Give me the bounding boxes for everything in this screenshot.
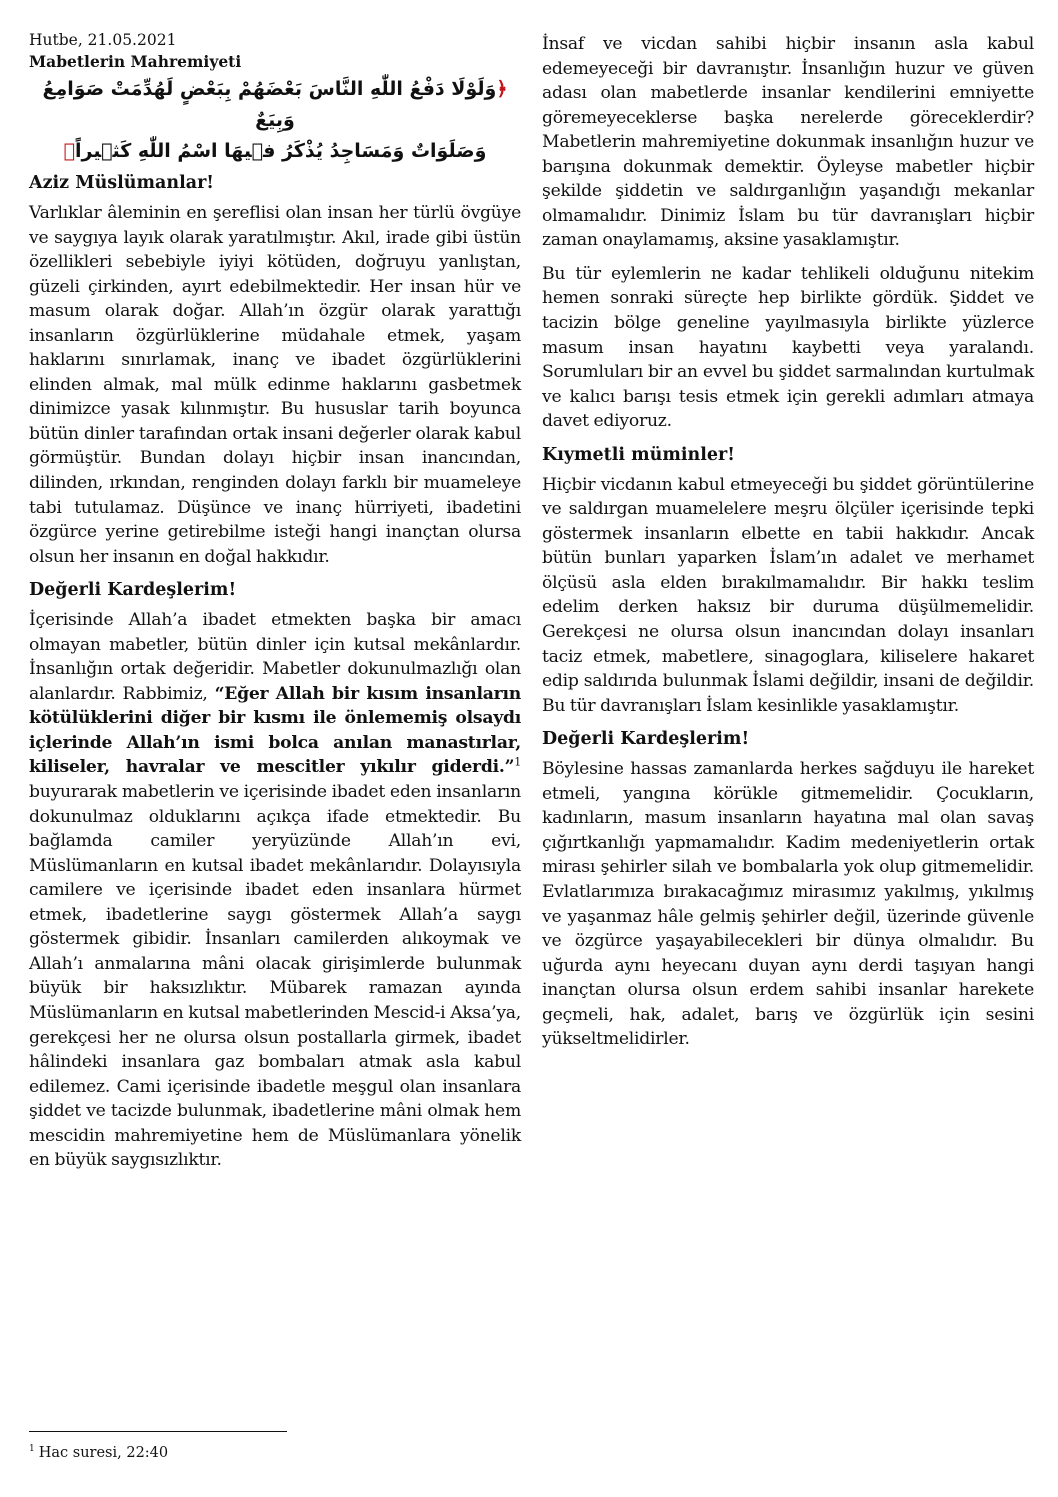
quoted-verse: “Eğer Allah bir kısım insanların kötülüklerini diğer bir kısmı ile önlememiş olsaydı içlerinde Allah’ın ismi bolca anılan manastırlar, kiliseler, havralar ve mescitler yıkılır giderdi.” <box>29 683 521 778</box>
section-heading: Değerli Kardeşlerim! <box>29 580 237 601</box>
paragraph: Bu tür eylemlerin ne kadar tehlikeli olduğunu nitekim hemen sonraki süreçte hep birlikte gördük. Şiddet ve tacizin bölge geneline yayılmasıyla birlikte yüzlerce masum insan hayatını kaybetti veya yaralandı. Sorumluları bir an evvel bu şiddet sarmalından kurtulmak ve kalıcı barışı tesis etmek için gerekli adımları atmaya davet ediyoruz. <box>542 263 1034 432</box>
right-column <box>542 32 1034 1061</box>
paragraph: İnsaf ve vicdan sahibi hiçbir insanın asla kabul edemeyeceği bir davranıştır. İnsanlığın huzur ve güven adası olan mabetlerde insanlar kendilerini emniyette göremeyeceklerse başka nerelerde göreceklerdir? Mabetlerin mahremiyetine dokunmak insanlığın huzur ve barışına dokunmak demektir. Öyleyse mabetler hiçbir şekilde şiddetin ve saldırganlığın yaşandığı mekanlar olmamalıdır. Dinimiz İslam bu tür davranışları hiçbir zaman onaylamamış, aksine yasaklamıştır. <box>542 34 1034 251</box>
verse-open-bracket-icon: ﴿ <box>496 78 508 100</box>
verse-text-2: وَصَلَوَاتٌ وَمَسَاجِدُ يُذْكَرُ ف۪يهَا اسْمُ اللّٰهِ كَث۪يراً <box>74 140 487 162</box>
verse-line-1 <box>29 74 521 136</box>
left-column <box>29 30 521 1182</box>
section-heading: Aziz Müslümanlar! <box>29 173 214 193</box>
footnote-divider <box>29 1431 287 1432</box>
verse-close-bracket-icon: ﴾ <box>63 140 75 162</box>
sermon-title: Mabetlerin Mahremiyeti <box>29 52 242 71</box>
paragraph: Hiçbir vicdanın kabul etmeyeceği bu şiddet görüntülerine ve saldırgan muamelelere meşru ölçüler içerisinde tepki göstermek insanların elbette en tabii hakkıdır. Ancak bütün bunları yaparken İslam’ın adalet ve merhamet ölçüsü asla elden bırakılmamalıdır. Bir hakkı teslim edelim derken haksız bir duruma düşülmemelidir. Gerekçesi ne olursa olsun inancından dolayı insanları taciz etmek, mabetlere, sinagoglara, kiliselere hakaret edip saldırıda bulunmak İslami değildir, insani de değildir. Bu tür davranışları İslam kesinlikle yasaklamıştır. <box>542 474 1034 716</box>
section-heading: Kıymetli müminler! <box>542 444 735 465</box>
sermon-date: Hutbe, 21.05.2021 <box>29 31 177 49</box>
footnote-text: Hac suresi, 22:40 <box>38 1444 169 1461</box>
paragraph-with-quote <box>29 608 521 1173</box>
quran-verse <box>29 74 521 167</box>
footnote <box>29 1444 168 1461</box>
paragraph: Varlıklar âleminin en şereflisi olan insan her türlü övgüye ve saygıya layık olarak yaratılmıştır. Akıl, irade gibi üstün özellikleri sebebiyle iyiyi kötüden, doğruyu yanlıştan, güzeli çirkinden, ayırt edebilmektedir. Her insan hür ve masum olarak doğar. Allah’ın özgür olarak yarattığı insanların özgürlüklerine müdahale etmek, yaşam haklarını sınırlamak, inanç ve ibadet özgürlüklerini elinden almak, mal mülk edinme haklarını gasbetmek dinimizce yasak kılınmıştır. Bu hususlar tarih boyunca bütün dinler tarafından ortak insani değerler olarak kabul görmüştür. Bundan dolayı hiçbir insan inancından, dilinden, ırkından, renginden dolayı farklı bir muameleye tabi tutulamaz. Düşünce ve inanç hürriyeti, ibadetini özgürce yerine getirebilme isteği hangi inançtan olursa olsun her insanın en doğal hakkıdır. <box>29 203 521 567</box>
verse-text-1: وَلَوْلَا دَفْعُ اللّٰهِ النَّاسَ بَعْضَهُمْ بِبَعْضٍ لَهُدِّمَتْ صَوَامِعُ وَبِيَعٌ <box>42 78 497 131</box>
section-heading: Değerli Kardeşlerim! <box>542 729 750 750</box>
paragraph-text: İçerisinde Allah’a ibadet etmekten başka bir amacı olmayan mabetler, bütün dinler için kutsal mekânlardır. İnsanlığın ortak değeridir. Mabetler dokunulmazlığı olan alanlardır. Rabbimiz, <box>29 610 521 704</box>
footnote-reference[interactable]: 1 <box>514 755 521 769</box>
paragraph-text: buyurarak mabetlerin ve içerisinde ibadet eden insanların dokunulmaz olduklarını açıkça ifade etmektedir. Bu bağlamda camiler yeryüzünde Allah’ın evi, Müslümanların en kutsal ibadet mekânlarıdır. Dolayısıyla camilere ve içerisinde ibadet eden insanlara hürmet etmek, ibadetlerine saygı göstermek Allah’a saygı göstermek gibidir. İnsanları camilerden alıkoymak ve Allah’ı anmalarına mâni olacak girişimlerde bulunmak büyük bir haksızlıktır. Mübarek ramazan ayında Müslümanların en kutsal mabetlerinden Mescid-i Aksa’ya, gerekçesi her ne olursa olsun postallarla girmek, ibadet hâlindeki insanlara gaz bombaları atmak asla kabul edilemez. Cami içerisinde ibadetle meşgul olan insanlara şiddet ve tacizde bulunmak, ibadetlerine mâni olmak hem mescidin mahremiyetine hem de Müslümanlara yönelik en büyük saygısızlıktır. <box>29 782 521 1171</box>
footnote-mark: 1 <box>29 1444 35 1454</box>
paragraph: Böylesine hassas zamanlarda herkes sağduyu ile hareket etmeli, yangına körükle gitmemelidir. Çocukların, kadınların, masum insanların hayatına mal olan savaş çığırtkanlığı yapmamalıdır. Kadim medeniyetlerin ortak mirası şehirler silah ve bombalarla yok olup gitmemelidir. Evlatlarımıza bırakacağımız mirasımız yakılmış, yıkılmış ve yaşanmaz hâle gelmiş şehirler değil, üzerinde güvenle ve özgürce yaşayabilecekleri bir dünya olmalıdır. Bu uğurda aynı heyecanı duyan aynı derdi taşıyan hangi inançtan olursa olsun erdem sahibi insanlar harekete geçmeli, hak, adalet, barış ve özgürlük için sesini yükseltmelidirler. <box>542 759 1034 1050</box>
verse-line-2 <box>29 136 521 167</box>
